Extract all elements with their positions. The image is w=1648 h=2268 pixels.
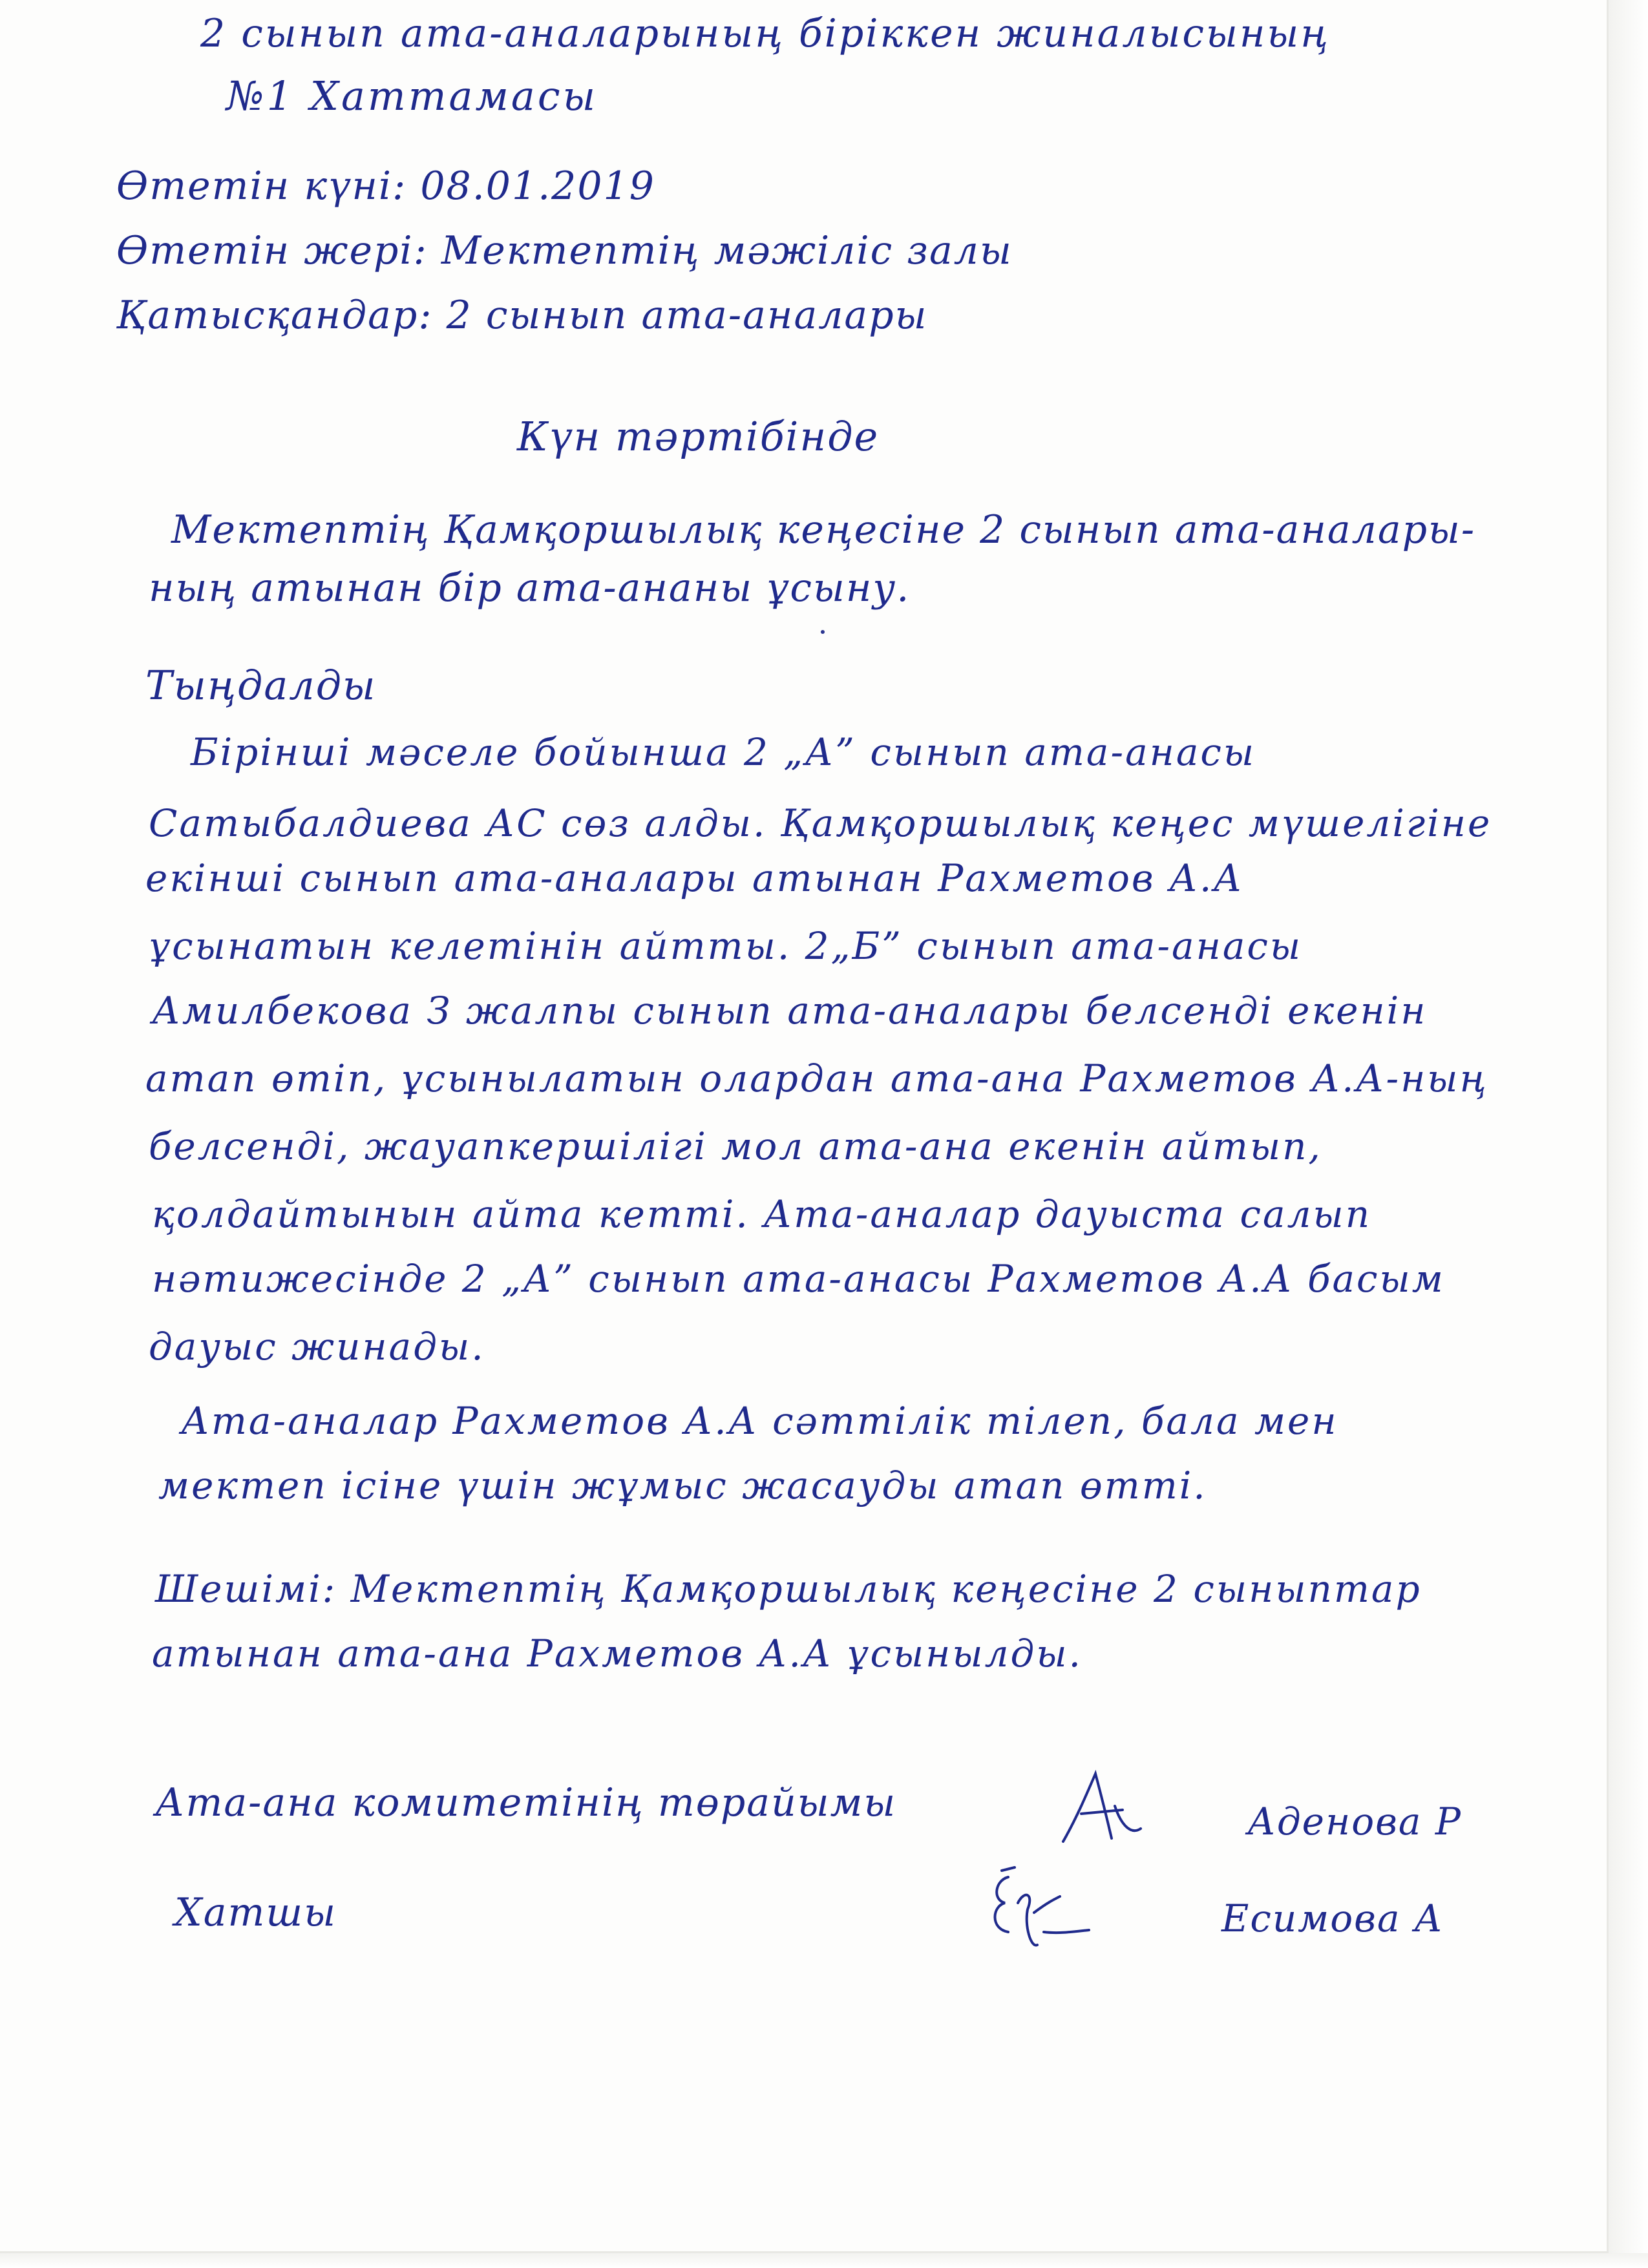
listened-line: ұсынатын келетінін айтты. 2„Б” сынып ата-анасы [149,924,1303,968]
listened-line: қолдайтынын айта кетті. Ата-аналар дауыста салып [152,1192,1372,1236]
ink-dot [821,630,825,634]
secretary-role: Хатшы [174,1890,337,1935]
agenda-line: ның атынан бір ата-ананы ұсыну. [149,565,911,611]
listened-line: нәтижесінде 2 „А” сынып ата-анасы Рахметов А.А басым [152,1257,1445,1301]
listened-line: Сатыбалдиева АС сөз алды. Қамқоршылық кеңес мүшелігіне [149,801,1492,845]
decision-line: Шешімі: Мектептің Қамқоршылық кеңесіне 2 сыныптар [155,1567,1422,1611]
protocol-title-line-1: 2 сынып ата-аналарының біріккен жиналысының [200,11,1331,56]
decision-line: атынан ата-ана Рахметов А.А ұсынылды. [152,1632,1083,1675]
chair-signature [1050,1767,1147,1851]
scan-edge [0,2253,1648,2268]
agenda-heading: Күн тәртібінде [517,413,880,460]
secretary-signature [982,1864,1092,1955]
agenda-line: Мектептің Қамқоршылық кеңесіне 2 сынып ата-аналары- [171,507,1476,552]
listened-line: екінші сынып ата-аналары атынан Рахметов А.А [145,856,1244,900]
chair-role: Ата-ана комитетінің төрайымы [155,1780,897,1825]
meeting-participants: Қатысқандар: 2 сынып ата-аналары [116,293,928,338]
meeting-place: Өтетін жері: Мектептің мәжіліс залы [116,228,1013,273]
listened-line: белсенді, жауапкершілігі мол ата-ана екенін айтып, [149,1124,1322,1168]
meeting-date: Өтетін күні: 08.01.2019 [116,163,655,209]
listened-line: Амилбекова З жалпы сынып ата-аналары белсенді екенін [152,989,1428,1033]
chair-name: Аденова Р [1247,1800,1462,1843]
protocol-title-line-2: №1 Хаттамасы [226,72,598,120]
listened-heading: Тыңдалды [145,662,377,709]
listened-line: дауыс жинады. [149,1325,485,1369]
listened-line: атап өтіп, ұсынылатын олардан ата-ана Рахметов А.А-ның [145,1056,1488,1100]
listened-closing-line: мектеп ісіне үшін жұмыс жасауды атап өтті. [158,1464,1207,1507]
listened-line: Бірінші мәселе бойынша 2 „А” сынып ата-анасы [191,730,1256,774]
listened-closing-line: Ата-аналар Рахметов А.А сәттілік тілеп, бала мен [181,1399,1338,1443]
scan-edge [1609,0,1648,2268]
secretary-name: Есимова А [1221,1896,1444,1940]
